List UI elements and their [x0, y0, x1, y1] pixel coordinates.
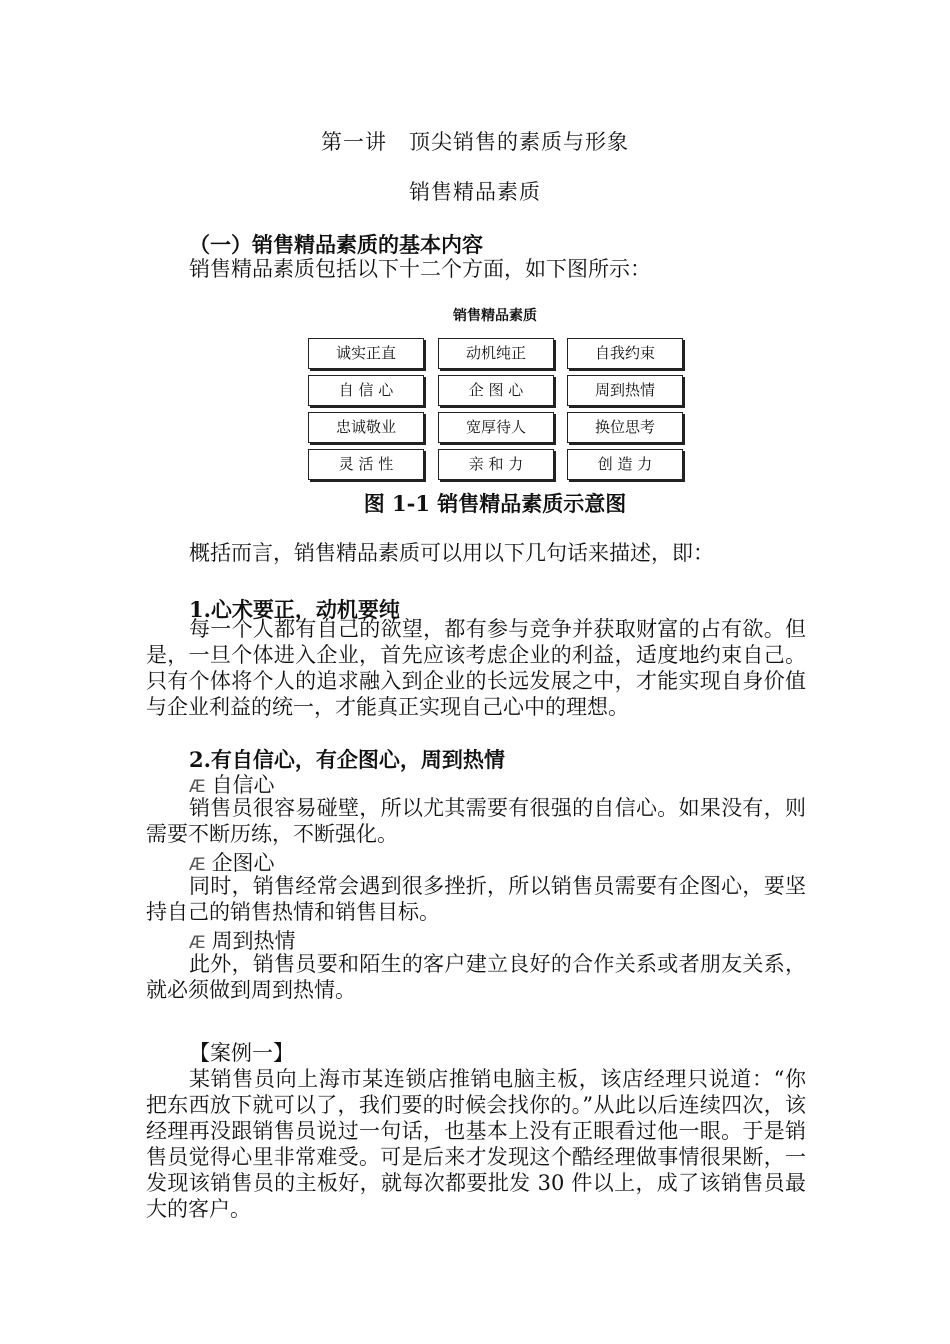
- diagram-cell: 忠诚敬业: [308, 412, 424, 443]
- diagram-cell: 周到热情: [567, 375, 683, 406]
- warmth-paragraph: 此外，销售员要和陌生的客户建立良好的合作关系或者朋友关系，就必须做到周到热情。: [146, 952, 806, 1002]
- figure-caption: 图 1-1 销售精品素质示意图: [363, 491, 627, 516]
- case-paragraph: 某销售员向上海市某连锁店推销电脑主板，该店经理只说道：“你把东西放下就可以了，我们要的时候会找你的。”从此以后连续四次，该经理再没跟销售员说过一句话，也基本上没有正眼看过他一眼。于是销售员觉得心里非常难受。可是后来才发现这个酷经理做事情很果断，一发现该销售员的主板好，就每次都要批发 30 件以上，成了该销售员最大的客户。: [146, 1067, 806, 1221]
- diagram-cell: 换位思考: [567, 412, 683, 443]
- diagram-cell: 自 信 心: [308, 375, 424, 406]
- point1-heading: 1.心术要正，动机要纯: [189, 597, 400, 622]
- case-title: 【案例一】: [189, 1041, 294, 1065]
- quality-diagram: [308, 338, 688, 484]
- bullet-label: 自信心: [211, 773, 275, 797]
- diagram-cell: 亲 和 力: [438, 449, 554, 480]
- bullet-label: 周到热情: [211, 929, 296, 953]
- diagram-cell: 自我约束: [567, 338, 683, 369]
- bullet-mark-icon: Æ: [189, 855, 206, 875]
- diagram-title: 销售精品素质: [453, 308, 537, 324]
- bullet-mark-icon: Æ: [189, 933, 206, 953]
- diagram-cell: 企 图 心: [438, 375, 554, 406]
- diagram-cell: 创 造 力: [567, 449, 683, 480]
- summary-paragraph: 概括而言，销售精品素质可以用以下几句话来描述，即：: [189, 541, 714, 565]
- lecture-title: 第一讲 顶尖销售的素质与形象: [321, 130, 629, 154]
- sub-heading: （一）销售精品素质的基本内容: [189, 232, 483, 257]
- diagram-cell: 宽厚待人: [438, 412, 554, 443]
- diagram-cell: 诚实正直: [308, 338, 424, 369]
- point1-paragraph: 每一个人都有自己的欲望，都有参与竞争并获取财富的占有欲。但是，一旦个体进入企业，首先应该考虑企业的利益，适度地约束自己。只有个体将个人的追求融入到企业的长远发展之中，才能实现自身价值与企业利益的统一，才能真正实现自己心中的理想。: [146, 617, 806, 719]
- bullet-label: 企图心: [211, 851, 275, 875]
- ambition-paragraph: 同时，销售经常会遇到很多挫折，所以销售员需要有企图心，要坚持自己的销售热情和销售目标。: [146, 874, 806, 924]
- section-title: 销售精品素质: [409, 180, 541, 204]
- confidence-paragraph: 销售员很容易碰壁，所以尤其需要有很强的自信心。如果没有，则需要不断历练，不断强化。: [146, 796, 806, 846]
- point2-heading: 2.有自信心，有企图心，周到热情: [189, 747, 505, 772]
- diagram-cell: 灵 活 性: [308, 449, 424, 480]
- bullet-mark-icon: Æ: [189, 777, 206, 797]
- diagram-cell: 动机纯正: [438, 338, 554, 369]
- intro-paragraph: 销售精品素质包括以下十二个方面，如下图所示：: [189, 257, 651, 281]
